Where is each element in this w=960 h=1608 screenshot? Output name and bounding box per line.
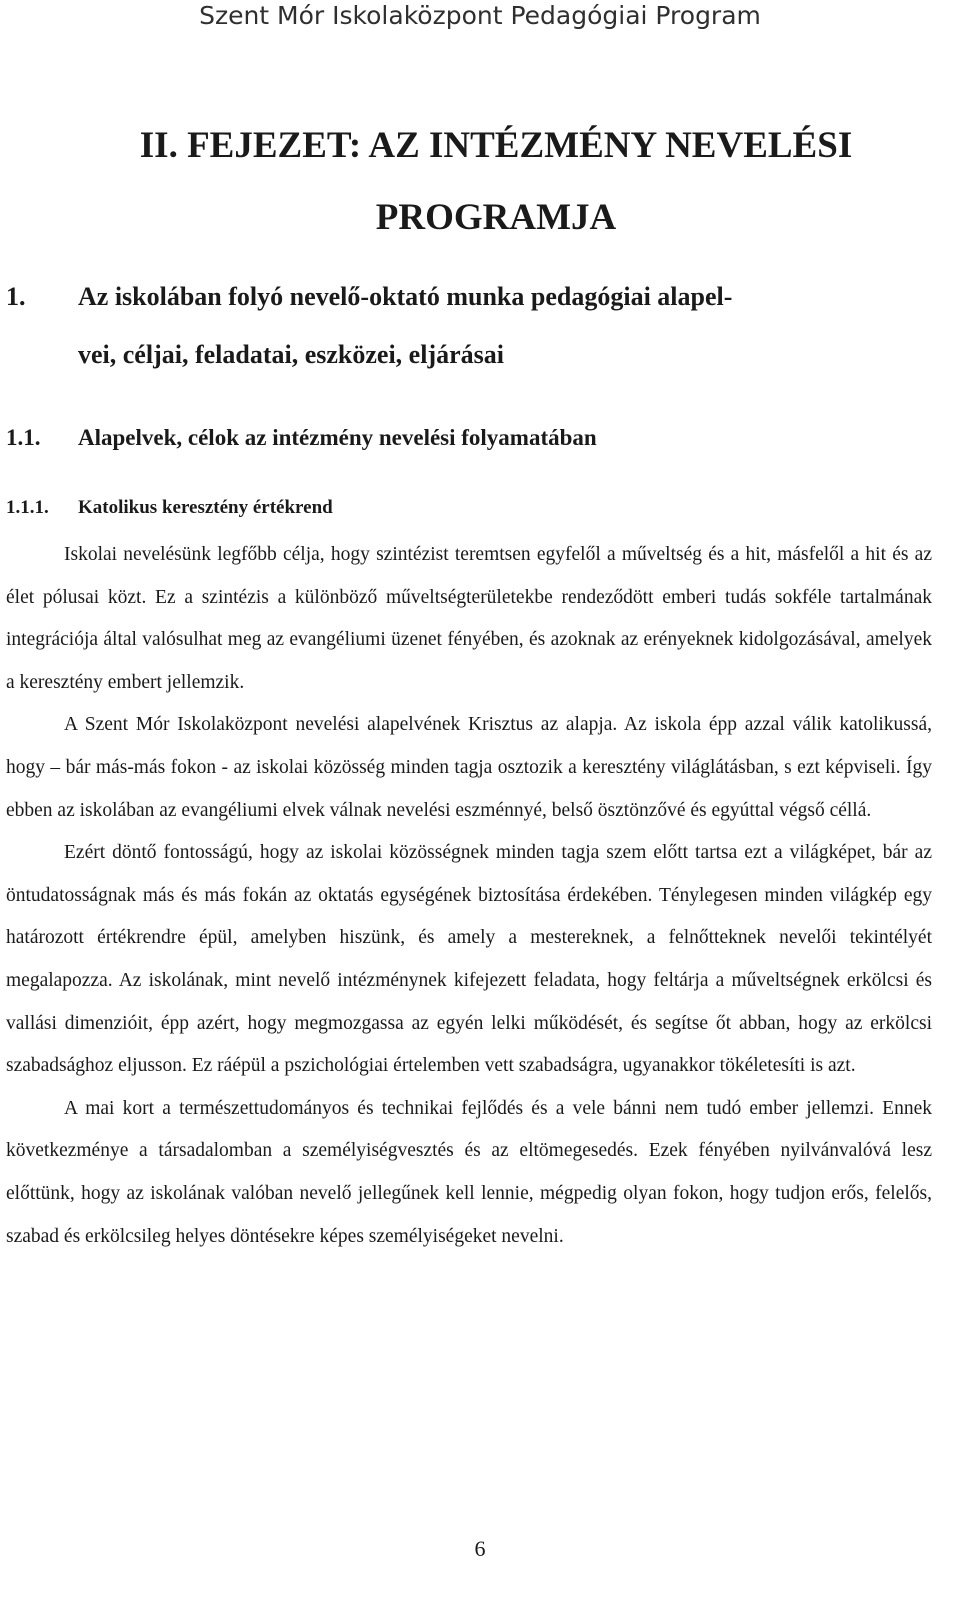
section-title-line2: vei, céljai, feladatai, eszközei, eljárásai xyxy=(78,340,504,369)
section-heading-1 xyxy=(6,268,946,384)
section-title: Katolikus keresztény értékrend xyxy=(78,497,333,518)
page-number: 6 xyxy=(474,1536,486,1561)
section-heading-1-1-1 xyxy=(6,490,946,526)
paragraph: A mai kort a természettudományos és technikai fejlődés és a vele bánni nem tudó ember jellemzi. Ennek következménye a társadalomban a személyiségvesztés és az eltömegesedés. Ezek fényében nyilvánvalóvá lesz előttünk, hogy az iskolának valóban nevelő jellegűnek kell lennie, mégpedig olyan fokon, hogy tudjon erős, felelős, szabad és erkölcsileg helyes döntésekre képes személyiségeket nevelni. xyxy=(6,1097,932,1247)
section-heading-1-1 xyxy=(6,418,946,458)
paragraph: Ezért döntő fontosságú, hogy az iskolai közösségnek minden tagja szem előtt tartsa ezt a világképet, bár az öntudatosságnak más és más fokán az oktatás egységének biztosítása érdekében. Ténylegesen minden világkép egy határozott értékrendre épül, amelyben hiszünk, és amely a mestereknek, a felnőtteknek nevelői tekintélyét megalapozza. Az iskolának, mint nevelő intézménynek kifejezett feladata, hogy feltárja a műveltségnek erkölcsi és vallási dimenzióit, épp azért, hogy megmozgassa az egyén lelki működését, és segítse őt abban, hogy az erkölcsi szabadsághoz eljusson. Ez ráépül a pszichológiai értelemben vett szabadságra, ugyanakkor tökéletesíti is azt. xyxy=(6,842,932,1077)
paragraph: A Szent Mór Iskolaközpont nevelési alapelvének Krisztus az alapja. Az iskola épp azzal válik katolikussá, hogy – bár más-más fokon - az iskolai közösség minden tagja osztozik a keresztény világlátásban, s ezt képviseli. Így ebben az iskolában az evangéliumi elvek válnak nevelési eszménnyé, belső ösztönzővé és egyúttal végső céllá. xyxy=(6,714,932,821)
paragraph: Iskolai nevelésünk legfőbb célja, hogy szintézist teremtsen egyfelől a műveltség és a hit, másfelől a hit és az élet pólusai közt. Ez a szintézis a különböző műveltségterületekbe rendeződött emberi tudás sokféle tartalmának integrációja által valósulhat meg az evangéliumi üzenet fényében, és azoknak az erényeknek kidolgozásával, amelyek a keresztény embert jellemzik. xyxy=(6,544,932,693)
running-header: Szent Mór Iskolaközpont Pedagógiai Program xyxy=(199,1,761,30)
section-number: 1. xyxy=(6,282,26,311)
body-text xyxy=(6,534,932,1258)
section-title: Alapelvek, célok az intézmény nevelési folyamatában xyxy=(78,425,597,450)
section-number: 1.1. xyxy=(6,425,41,450)
section-title-line1: Az iskolában folyó nevelő-oktató munka pedagógiai alapel- xyxy=(78,282,733,311)
section-number: 1.1.1. xyxy=(6,497,49,518)
chapter-title: II. FEJEZET: AZ INTÉZMÉNY NEVELÉSI PROGRAMJA xyxy=(139,125,853,238)
